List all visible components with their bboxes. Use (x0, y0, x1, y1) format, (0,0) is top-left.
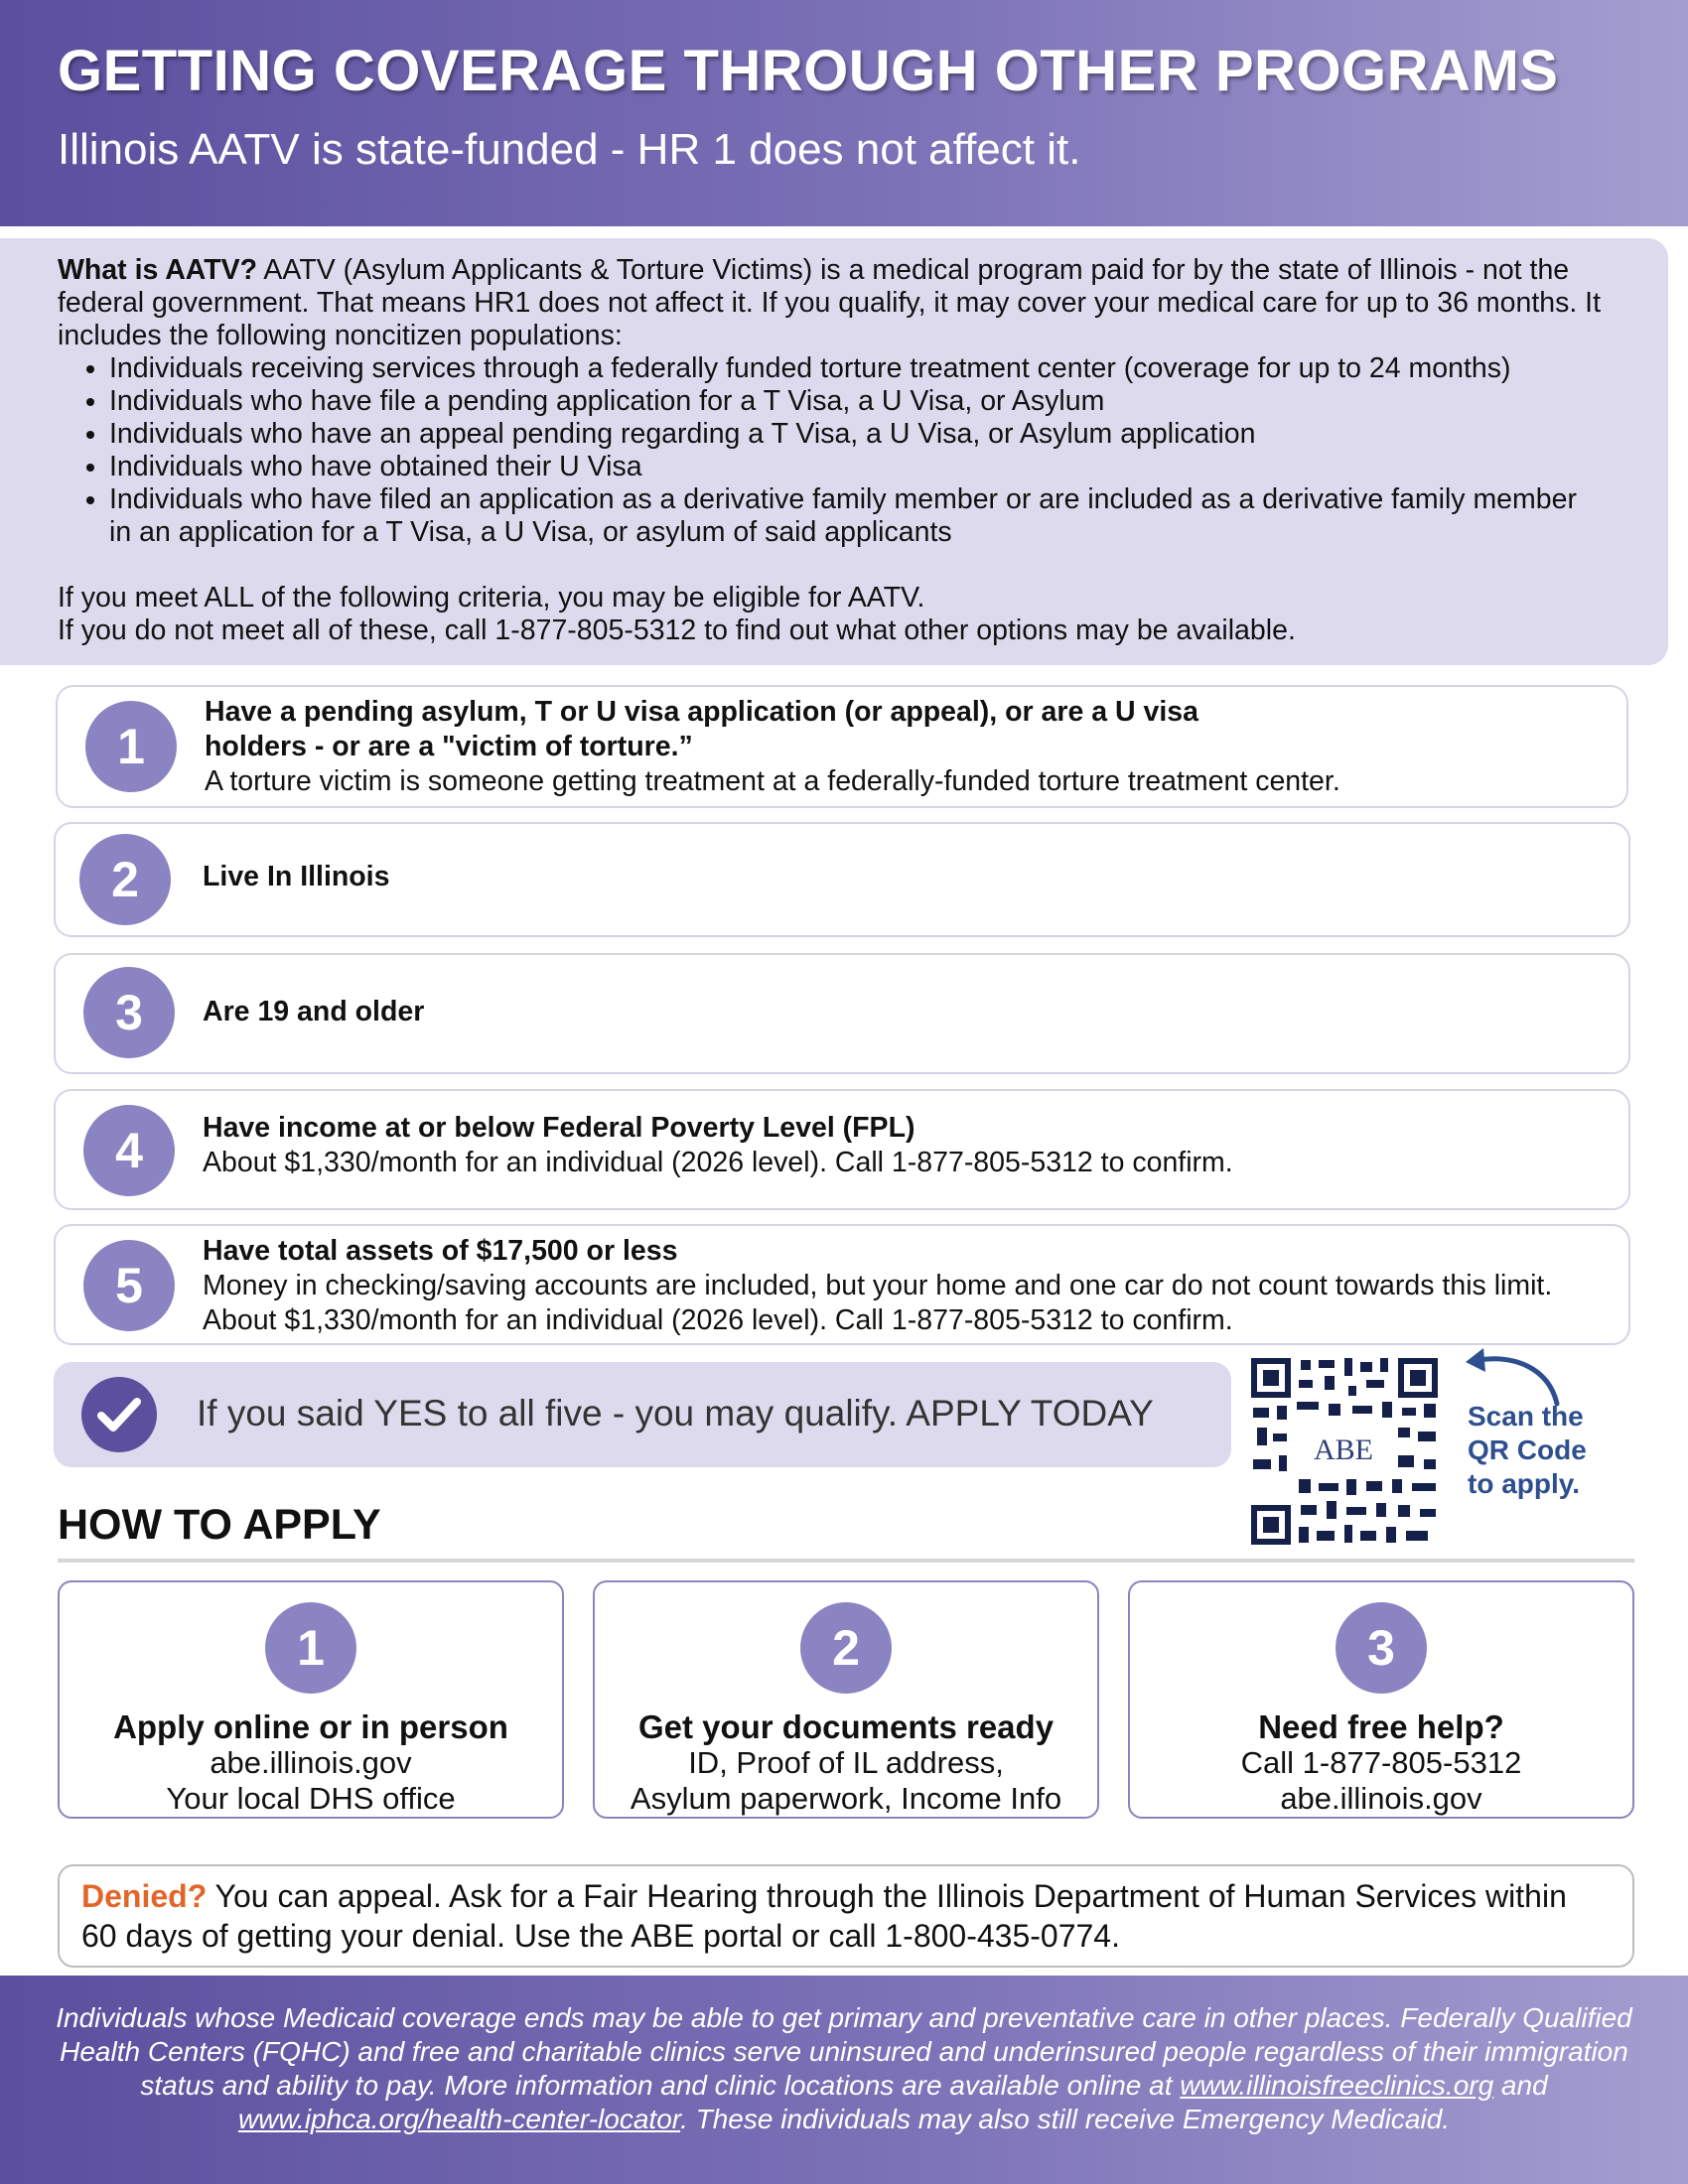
list-item: • Individuals receiving services through a federally funded torture treatment center (coverage for up to 24 months) (109, 352, 1607, 385)
list-item: • Individuals who have filed an application as a derivative family member or are included as a derivative family member in an application for a T Visa, a U Visa, or asylum of said applicants (109, 483, 1607, 549)
intro-lead-label: What is AATV? (58, 254, 258, 286)
qualify-text: If you said YES to all five - you may qualify. APPLY TODAY (197, 1393, 1154, 1433)
step-line: ID, Proof of IL address, (688, 1745, 1004, 1780)
page-title: GETTING COVERAGE THROUGH OTHER PROGRAMS (58, 39, 1559, 103)
scan-line: to apply. (1468, 1468, 1581, 1499)
scan-instructions (1468, 1400, 1607, 1501)
iphca-link[interactable]: www.iphca.org/health-center-locator (237, 2104, 681, 2134)
step-title: Apply online or in person (113, 1708, 508, 1745)
step-line: Asylum paperwork, Income Info (630, 1781, 1062, 1816)
list-item: • Individuals who have an appeal pending regarding a T Visa, a U Visa, or Asylum application (109, 418, 1607, 451)
criteria-intro-line: If you meet ALL of the following criteria, you may be eligible for AATV. (58, 582, 925, 614)
step-number: 1 (265, 1602, 356, 1694)
criterion-description: About $1,330/month for an individual (2026 level). Call 1-877-805-5312 to confirm. (203, 1304, 1233, 1336)
denied-appeal-box (58, 1864, 1634, 1968)
step-line: Call 1-877-805-5312 (1240, 1745, 1522, 1780)
scan-line: QR Code (1468, 1434, 1587, 1465)
how-to-apply-heading: HOW TO APPLY (58, 1501, 381, 1549)
apply-step-card (593, 1580, 1099, 1819)
population-list (58, 352, 1607, 549)
aatv-intro-box (0, 238, 1668, 665)
criterion-number: 3 (83, 967, 175, 1058)
step-number: 3 (1336, 1602, 1427, 1694)
list-item: • Individuals who have obtained their U Visa (109, 451, 1607, 483)
intro-paragraph (58, 254, 1607, 352)
criterion-title: Live In Illinois (203, 861, 390, 892)
footer-banner (0, 1976, 1688, 2184)
criterion-card (54, 953, 1630, 1074)
intro-lead-text: AATV (Asylum Applicants & Torture Victims) is a medical program paid for by the state of Illinois - not the federal government. That means HR1 does not affect it. If you qualify, it may cover your medical care for up to 36 months. It includes the following noncitizen populations: (58, 254, 1602, 351)
criterion-number: 1 (85, 701, 177, 792)
criterion-number: 5 (83, 1240, 175, 1331)
criterion-title: holders - or are a "victim of torture.” (205, 731, 693, 762)
criterion-content (203, 995, 424, 1029)
qr-code-icon[interactable] (1249, 1356, 1440, 1547)
step-title: Need free help? (1258, 1708, 1504, 1745)
footer-text-part: Individuals whose Medicaid coverage ends may be able to get primary and preventative care in other places. Federally Qualified Health Centers (FQHC) and free and charitable clinics serve uninsured and underinsured people regardless of their immigration status and ability to pay. More information and clinic locations are available online at (56, 2002, 1632, 2101)
criterion-card (54, 1224, 1630, 1345)
criterion-content (203, 1234, 1552, 1338)
criterion-content (203, 860, 389, 894)
qr-logo-text: ABE (1314, 1433, 1373, 1466)
criterion-title: Have a pending asylum, T or U visa application (or appeal), or are a U visa (205, 696, 1198, 728)
criterion-content (203, 1111, 1233, 1180)
footer-text (30, 2001, 1658, 2136)
footer-text-part: and (1493, 2070, 1548, 2101)
criterion-number: 2 (79, 834, 171, 925)
criterion-description: Money in checking/saving accounts are included, but your home and one car do not count towards this limit. (203, 1270, 1553, 1301)
qualify-banner (54, 1362, 1231, 1467)
list-item: • Individuals who have file a pending application for a T Visa, a U Visa, or Asylum (109, 385, 1607, 418)
criterion-title: Have total assets of $17,500 or less (203, 1235, 678, 1267)
illinoisfreeclinics-link[interactable]: www.illinoisfreeclinics.org (1180, 2070, 1494, 2101)
criterion-number: 4 (83, 1105, 175, 1196)
criterion-description: A torture victim is someone getting treatment at a federally-funded torture treatment center. (205, 765, 1340, 797)
apply-step-card (58, 1580, 564, 1819)
denied-text (81, 1876, 1611, 1956)
header-banner (0, 0, 1688, 226)
criteria-intro-line: If you do not meet all of these, call 1-877-805-5312 to find out what other options may be available. (58, 614, 1296, 646)
step-link[interactable]: abe.illinois.gov (1280, 1781, 1482, 1816)
criterion-title: Are 19 and older (203, 996, 425, 1027)
footer-text-part: . These individuals may also still receive Emergency Medicaid. (680, 2104, 1451, 2134)
step-link[interactable]: abe.illinois.gov (210, 1745, 412, 1780)
page-subtitle: Illinois AATV is state-funded - HR 1 does not affect it. (58, 125, 1081, 174)
step-number: 2 (800, 1602, 892, 1694)
apply-step-card (1128, 1580, 1634, 1819)
criterion-card (56, 685, 1628, 808)
denied-label: Denied? (81, 1878, 208, 1914)
criterion-card (54, 1089, 1630, 1210)
scan-line: Scan the (1468, 1401, 1584, 1432)
section-divider (58, 1559, 1634, 1563)
criterion-description: About $1,330/month for an individual (2026 level). Call 1-877-805-5312 to confirm. (203, 1147, 1233, 1178)
denied-body: You can appeal. Ask for a Fair Hearing through the Illinois Department of Human Services within 60 days of getting your denial. Use the ABE portal or call 1-800-435-0774. (81, 1878, 1567, 1954)
checkmark-icon (81, 1377, 157, 1452)
criterion-content (205, 695, 1340, 799)
criterion-card (54, 822, 1630, 937)
criterion-title: Have income at or below Federal Poverty Level (FPL) (203, 1112, 915, 1144)
step-title: Get your documents ready (637, 1708, 1055, 1745)
intro-text (58, 254, 1607, 647)
step-line: Your local DHS office (166, 1781, 456, 1816)
